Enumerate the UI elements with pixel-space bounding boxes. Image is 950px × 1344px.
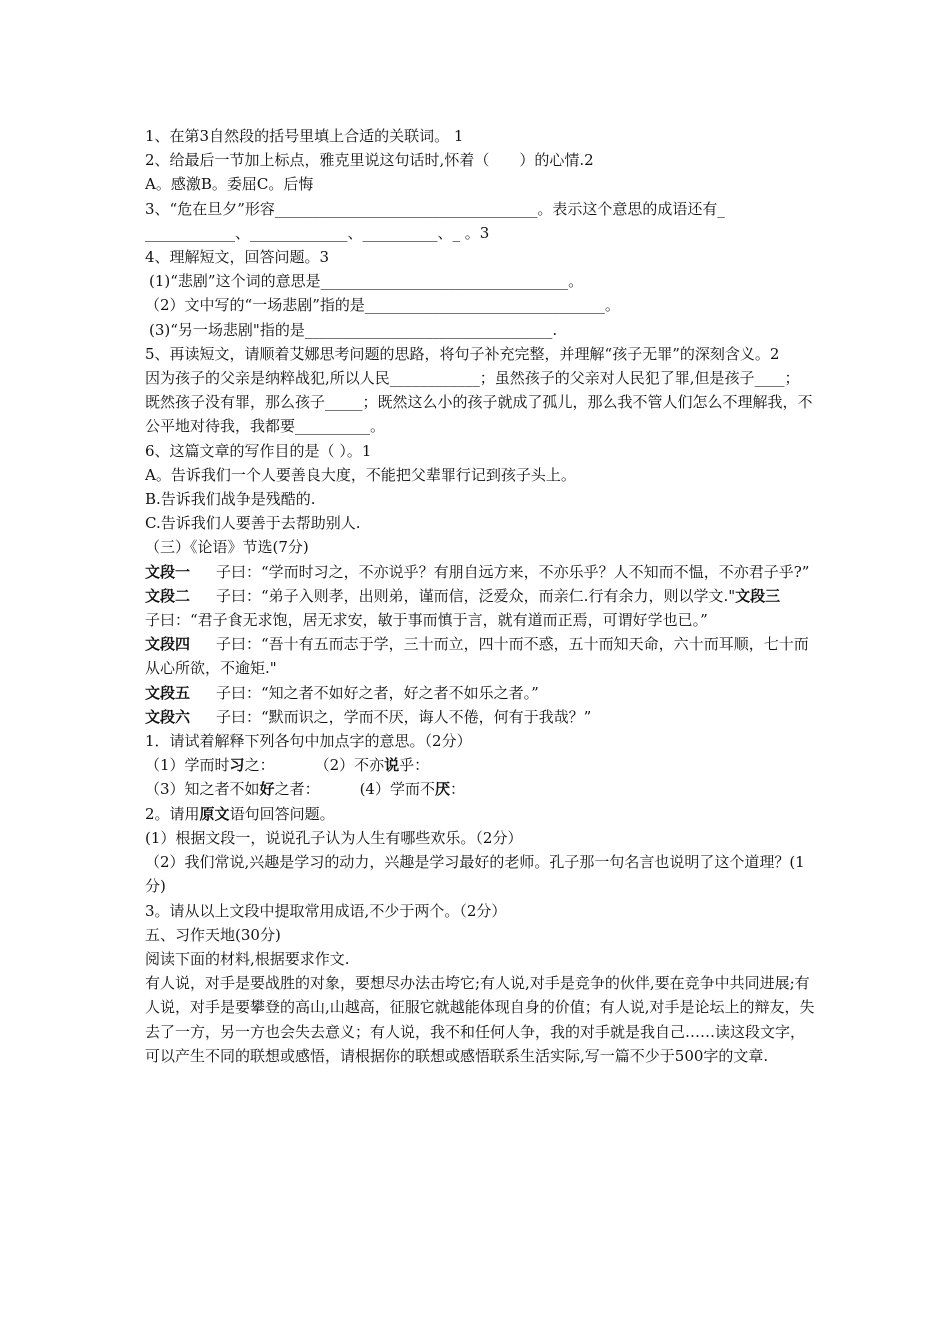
question-4-2: （2）文中写的“一场悲剧”指的是________________________________。 — [145, 296, 620, 315]
passage-4 — [145, 632, 815, 680]
question-4-3: (3)“另一场悲剧"指的是_________________________________. — [149, 320, 558, 339]
lunyu-question-1-row-1 — [145, 753, 815, 777]
passage-3-text: 子曰：“君子食无求饱，居无求安，敏于事而慎于言，就有道而正焉，可谓好学也已。” — [145, 611, 708, 630]
passage-5 — [145, 681, 815, 705]
item-2-suffix: 乎： — [399, 756, 430, 775]
lunyu-question-1-row-2 — [145, 777, 815, 801]
item-1-suffix: 之： — [244, 756, 275, 775]
question-3-line-1: 3、“危在旦夕”形容___________________________________。表示这个意思的成语还有_ — [145, 199, 725, 218]
item-4-prefix: (4）学而不 — [359, 780, 435, 799]
passage-6 — [145, 705, 815, 729]
q2-prefix: 2。请用 — [145, 804, 200, 823]
question-5-text: 因为孩子的父亲是纳粹战犯,所以人民____________；虽然孩子的父亲对人民犯了罪,但是孩子____； 既然孩子没有罪，那么孩子_____；既然这么小的孩子就成了孤儿，那么我不管人们怎么不理解我，不公平地对待我，我都要__________。 — [145, 369, 813, 436]
question-4: 4、理解短文，回答问题。3 — [145, 248, 330, 267]
composition-title: 五、习作天地(30分) — [145, 925, 281, 944]
lunyu-question-3: 3。请从以上文段中提取常用成语,不少于两个。（2分） — [145, 901, 507, 920]
passage-2-label: 文段二 — [145, 586, 191, 605]
passage-5-label: 文段五 — [145, 683, 191, 702]
composition-instruction: 阅读下面的材料,根据要求作文. — [145, 949, 350, 968]
question-3-line-2: ____________、_____________、__________、_ 。3 — [145, 223, 490, 242]
lunyu-question-2-1: (1）根据文段一，说说孔子认为人生有哪些欢乐。（2分） — [145, 828, 523, 847]
item-3-key-char: 好 — [259, 780, 275, 799]
question-6-option-b: B.告诉我们战争是残酷的. — [145, 490, 316, 509]
item-3-suffix: 之者： — [274, 780, 320, 799]
question-5: 5、再读短文，请顺着艾娜思考问题的思路，将句子补充完整，并理解“孩子无罪”的深刻含义。2 — [145, 344, 780, 363]
passage-5-text: 子曰：“知之者不如好之者，好之者不如乐之者。” — [216, 683, 539, 702]
item-2-key-char: 说 — [384, 756, 400, 775]
question-1: 1、在第3自然段的括号里填上合适的关联词。 1 — [145, 127, 464, 145]
passage-1-text: 子曰：“学而时习之，不亦说乎？有朋自远方来，不亦乐乎？人不知而不愠，不亦君子乎?” — [216, 562, 810, 581]
lunyu-question-2-2: （2）我们常说,兴趣是学习的动力，兴趣是学习最好的老师。孔子那一句名言也说明了这个道理？(1分) — [145, 853, 805, 896]
q2-suffix: 语句回答问题。 — [229, 804, 335, 823]
question-4-1: (1)“悲剧”这个词的意思是_________________________________。 — [149, 272, 584, 291]
item-1-key-char: 习 — [229, 756, 245, 775]
question-2-options: A。感激B。委屈C。后悔 — [145, 175, 314, 194]
passage-2-text: 子曰：“弟子入则孝，出则弟，谨而信，泛爱众，而亲仁.行有余力，则以学文." — [216, 586, 736, 605]
item-2-prefix: （2）不亦 — [314, 756, 385, 775]
passage-4-label: 文段四 — [145, 635, 191, 654]
item-4-key-char: 厌 — [434, 780, 450, 799]
passage-2-3 — [145, 584, 815, 632]
item-1-prefix: （1）学而时 — [145, 756, 230, 775]
question-6: 6、这篇文章的写作目的是（ ）。1 — [145, 441, 372, 460]
item-4-suffix: ： — [450, 780, 466, 799]
passage-4-text: 子曰：“吾十有五而志于学，三十而立，四十而不惑，五十而知天命，六十而耳顺，七十而从心所欲，不逾矩." — [145, 635, 809, 678]
q2-key-word: 原文 — [199, 804, 230, 823]
question-6-option-c: C.告诉我们人要善于去帮助别人. — [145, 514, 361, 533]
document-page — [145, 124, 815, 1068]
composition-material: 有人说，对手是要战胜的对象，要想尽办法击垮它;有人说,对手是竞争的伙伴,要在竞争中共同进展;有人说，对手是要攀登的高山,山越高，征服它就越能体现自身的价值；有人说,对手是论坛上的辩友，失去了一方，另一方也会失去意义；有人说，我不和任何人争，我的对手就是我自己……读这段文字，可以产生不同的联想或感悟，请根据你的联想或感悟联系生活实际,写一篇不少于500字的文章. — [145, 974, 815, 1065]
passage-1 — [145, 560, 815, 584]
lunyu-question-1: 1．请试着解释下列各句中加点字的意思。（2分） — [145, 732, 472, 751]
lunyu-question-2 — [145, 802, 815, 826]
passage-1-label: 文段一 — [145, 562, 191, 581]
question-2: 2、给最后一节加上标点，雅克里说这句话时,怀着（ ）的心情.2 — [145, 151, 594, 170]
question-6-option-a: A。告诉我们一个人要善良大度，不能把父辈罪行记到孩子头上。 — [145, 465, 576, 484]
section-3-heading: （三）《论语》节选(7分) — [145, 538, 309, 557]
passage-3-label: 文段三 — [735, 586, 781, 605]
item-3-prefix: （3）知之者不如 — [145, 780, 260, 799]
passage-6-text: 子曰：“默而识之，学而不厌，诲人不倦，何有于我哉？” — [216, 707, 592, 726]
passage-6-label: 文段六 — [145, 707, 191, 726]
